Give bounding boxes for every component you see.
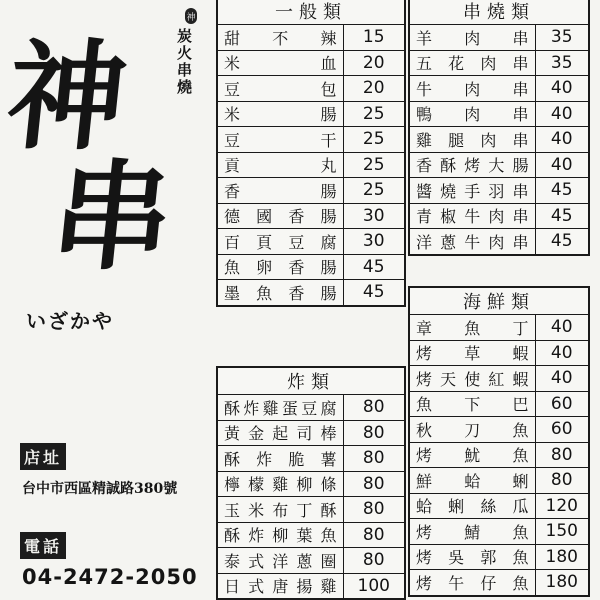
menu-row [217,471,405,497]
menu-item-name: 豆包 [217,76,343,102]
menu-item-price: 80 [343,497,405,523]
menu-item-price: 35 [535,50,589,76]
menu-item-name: 鴨肉串 [409,101,535,127]
menu-item-name: 豆干 [217,127,343,153]
menu-item-name: 香酥烤大腸 [409,152,535,178]
menu-row [409,178,589,204]
menu-item-price: 80 [343,471,405,497]
menu-row [409,417,589,443]
menu-item-name: 蛤蜊絲瓜 [409,493,535,519]
menu-row [217,229,405,255]
menu-item-name: 黃金起司棒 [217,420,343,446]
menu-row [217,573,405,599]
menu-row [217,127,405,153]
menu-item-price: 20 [343,76,405,102]
menu-row [409,50,589,76]
menu-row [409,493,589,519]
menu-row [409,442,589,468]
menu-row [409,366,589,392]
menu-item-name: 酥炸脆薯 [217,446,343,472]
menu-item-price: 35 [535,25,589,51]
menu-row [217,76,405,102]
skewers-section-title: 串燒類 [409,0,589,25]
general-menu-table [216,0,406,307]
menu-item-price: 30 [343,229,405,255]
seafood-menu-table [408,286,590,597]
menu-row [409,340,589,366]
menu-item-name: 日式唐揚雞 [217,573,343,599]
menu-item-price: 150 [535,519,589,545]
menu-row [217,152,405,178]
menu-row [217,420,405,446]
skewers-menu-table [408,0,590,256]
menu-item-name: 烤天使紅蝦 [409,366,535,392]
menu-item-name: 鮮蛤蜊 [409,468,535,494]
menu-row [217,280,405,306]
menu-row [217,446,405,472]
menu-item-price: 40 [535,152,589,178]
menu-item-price: 80 [343,522,405,548]
menu-item-price: 120 [535,493,589,519]
menu-item-price: 60 [535,391,589,417]
menu-row [217,497,405,523]
menu-item-name: 青椒牛肉串 [409,203,535,229]
menu-item-name: 德國香腸 [217,203,343,229]
menu-item-name: 醬燒手羽串 [409,178,535,204]
menu-item-name: 酥炸雞蛋豆腐 [217,395,343,421]
menu-item-price: 20 [343,50,405,76]
menu-item-name: 貢丸 [217,152,343,178]
menu-item-name: 烤吳郭魚 [409,544,535,570]
address-text: 台中市西區精誠路380號 [22,481,178,497]
menu-item-price: 45 [343,254,405,280]
menu-row [409,519,589,545]
menu-item-price: 80 [535,442,589,468]
menu-row [217,395,405,421]
menu-item-price: 180 [535,544,589,570]
menu-item-name: 玉米布丁酥 [217,497,343,523]
menu-row [409,203,589,229]
menu-item-price: 80 [343,446,405,472]
menu-row [409,468,589,494]
menu-item-name: 百頁豆腐 [217,229,343,255]
address-label: 店址 [20,443,66,470]
phone-number: 04-2472-2050 [22,565,198,589]
menu-item-price: 60 [535,417,589,443]
menu-item-name: 烤鯖魚 [409,519,535,545]
menu-item-price: 40 [535,101,589,127]
menu-item-name: 烤魷魚 [409,442,535,468]
menu-item-price: 45 [535,203,589,229]
menu-item-name: 檸檬雞柳條 [217,471,343,497]
menu-item-name: 烤午仔魚 [409,570,535,596]
menu-row [409,570,589,596]
menu-row [217,254,405,280]
brand-name-char-2: 串 [45,147,179,286]
menu-item-name: 酥炸柳葉魚 [217,522,343,548]
menu-item-name: 泰式洋蔥圈 [217,548,343,574]
fried-menu-table [216,366,406,600]
menu-item-price: 80 [343,395,405,421]
menu-item-name: 魚下巴 [409,391,535,417]
menu-item-name: 羊肉串 [409,25,535,51]
menu-item-name: 香腸 [217,178,343,204]
menu-item-name: 章魚丁 [409,315,535,341]
brand-slogan: 炭火串燒 [175,28,193,96]
menu-row [409,127,589,153]
brand-kana: いざかや [26,309,114,333]
menu-item-price: 40 [535,315,589,341]
menu-item-name: 甜不辣 [217,25,343,51]
menu-row [217,203,405,229]
menu-item-price: 40 [535,76,589,102]
menu-item-price: 30 [343,203,405,229]
menu-row [217,101,405,127]
menu-row [217,178,405,204]
menu-item-price: 80 [343,548,405,574]
menu-item-price: 80 [535,468,589,494]
menu-item-name: 雞腿肉串 [409,127,535,153]
menu-row [217,522,405,548]
menu-row [409,25,589,51]
phone-label: 電話 [20,532,66,559]
menu-item-name: 魚卵香腸 [217,254,343,280]
menu-item-name: 米血 [217,50,343,76]
menu-row [217,548,405,574]
menu-item-price: 45 [535,229,589,255]
menu-row [217,25,405,51]
menu-item-name: 牛肉串 [409,76,535,102]
menu-item-name: 米腸 [217,101,343,127]
menu-item-price: 45 [535,178,589,204]
menu-item-price: 25 [343,101,405,127]
menu-item-name: 五花肉串 [409,50,535,76]
menu-item-price: 40 [535,366,589,392]
menu-row [409,152,589,178]
brand-name-char-1: 神 [0,27,134,166]
menu-item-name: 秋刀魚 [409,417,535,443]
brand-badge-icon: 神 [185,8,197,24]
menu-item-price: 180 [535,570,589,596]
menu-item-name: 墨魚香腸 [217,280,343,306]
menu-item-name: 洋蔥牛肉串 [409,229,535,255]
menu-item-price: 40 [535,340,589,366]
menu-item-price: 45 [343,280,405,306]
menu-item-name: 烤草蝦 [409,340,535,366]
seafood-section-title: 海鮮類 [409,287,589,315]
menu-item-price: 40 [535,127,589,153]
menu-item-price: 25 [343,127,405,153]
menu-row [409,101,589,127]
menu-item-price: 100 [343,573,405,599]
menu-row [409,76,589,102]
general-section-title: 一般類 [217,0,405,25]
menu-row [217,50,405,76]
menu-item-price: 80 [343,420,405,446]
menu-item-price: 15 [343,25,405,51]
menu-row [409,544,589,570]
fried-section-title: 炸類 [217,367,405,395]
menu-row [409,315,589,341]
menu-item-price: 25 [343,178,405,204]
menu-row [409,391,589,417]
menu-row [409,229,589,255]
menu-item-price: 25 [343,152,405,178]
